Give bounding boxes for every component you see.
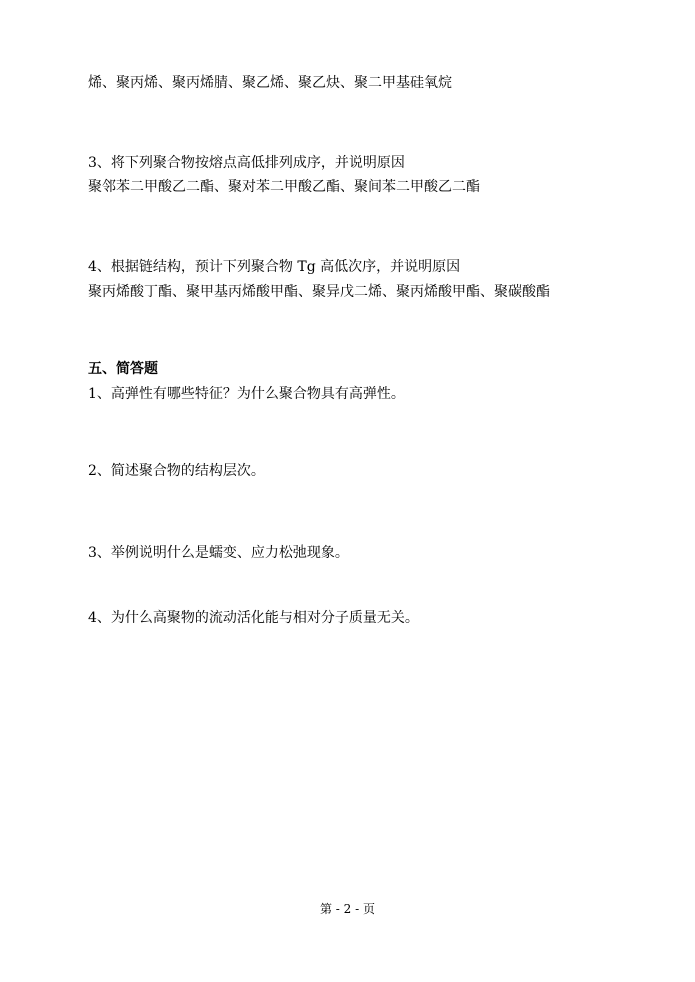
section-5-question-4: 4、为什么高聚物的流动活化能与相对分子质量无关。 (88, 610, 419, 626)
question-4-items: 聚丙烯酸丁酯、聚甲基丙烯酸甲酯、聚异戊二烯、聚丙烯酸甲酯、聚碳酸酯 (88, 284, 550, 300)
question-3-items: 聚邻苯二甲酸乙二酯、聚对苯二甲酸乙酯、聚间苯二甲酸乙二酯 (88, 179, 480, 195)
question-4-title: 4、根据链结构，预计下列聚合物 Tg 高低次序，并说明原因 (88, 259, 461, 275)
section-5-question-2: 2、简述聚合物的结构层次。 (88, 463, 265, 479)
question-3-title: 3、将下列聚合物按熔点高低排列成序，并说明原因 (88, 155, 405, 171)
continued-line: 烯、聚丙烯、聚丙烯腈、聚乙烯、聚乙炔、聚二甲基硅氧烷 (88, 75, 452, 91)
section-5-question-1: 1、高弹性有哪些特征？为什么聚合物具有高弹性。 (88, 386, 405, 402)
page-number-footer: 第 - 2 - 页 (319, 902, 375, 916)
section-5-heading: 五、简答题 (88, 361, 158, 377)
section-5-question-3: 3、举例说明什么是蠕变、应力松弛现象。 (88, 545, 349, 561)
